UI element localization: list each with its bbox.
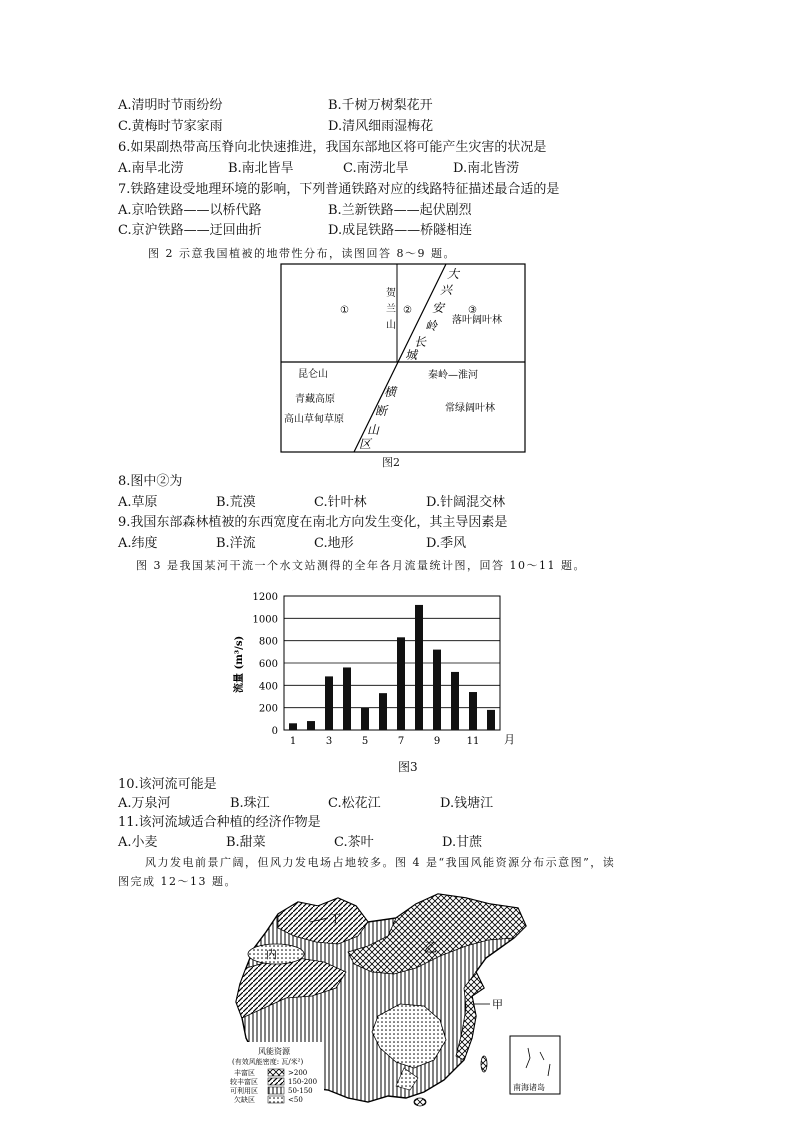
q11-option-a: A.小麦 xyxy=(118,835,158,850)
q10-option-a: A.万泉河 xyxy=(118,796,171,811)
south-china-sea-label: 南海诸岛 xyxy=(513,1083,545,1092)
q10-stem: 10.该河流可能是 xyxy=(118,777,217,792)
bar-month-11 xyxy=(469,692,477,730)
daxing-char-6: 城 xyxy=(405,348,418,362)
y-tick-label: 600 xyxy=(258,659,278,670)
bar-month-2 xyxy=(307,721,315,730)
q9-option-d: D.季风 xyxy=(426,536,467,551)
q7-option-b: B.兰新铁路——起伏剧烈 xyxy=(328,203,472,218)
q5-option-c: C.黄梅时节家家雨 xyxy=(118,119,223,134)
legend-subtitle: (有效风能密度: 瓦/米²) xyxy=(232,1058,304,1066)
bar-month-7 xyxy=(397,637,405,730)
bar-month-3 xyxy=(325,676,333,730)
bar-month-4 xyxy=(343,667,351,730)
helan-char-2: 兰 xyxy=(386,304,396,315)
q6-option-d: D.南北皆涝 xyxy=(453,161,520,176)
qingzang-label: 青藏高原 xyxy=(295,394,335,405)
x-tick-label: 7 xyxy=(397,736,405,747)
y-tick-label: 0 xyxy=(271,726,278,737)
q11-stem: 11.该河流域适合种植的经济作物是 xyxy=(118,815,321,830)
q7-option-c: C.京沪铁路——迂回曲折 xyxy=(118,223,262,238)
q6-option-c: C.南涝北旱 xyxy=(343,161,409,176)
q11-option-d: D.甘蔗 xyxy=(442,835,483,850)
map-label-nei: 内 xyxy=(266,948,277,961)
x-tick-label: 5 xyxy=(361,736,369,747)
q10-option-b: B.珠江 xyxy=(230,796,270,811)
q6-option-b: B.南北皆旱 xyxy=(228,161,294,176)
x-tick-label: 3 xyxy=(325,736,333,747)
daxing-char-5: 长 xyxy=(414,335,427,349)
q8-stem: 8.图中②为 xyxy=(118,474,183,489)
bar-month-12 xyxy=(487,710,495,730)
q7-option-d: D.成昆铁路——桥隧相连 xyxy=(328,223,473,238)
q6-option-a: A.南旱北涝 xyxy=(118,161,184,176)
q8-option-a: A.草原 xyxy=(118,495,158,510)
legend-row-3-range: 50-150 xyxy=(288,1087,313,1095)
vegetation-zone-diagram xyxy=(270,260,532,455)
legend-row-1-name: 丰富区 xyxy=(234,1069,255,1077)
map-label-ding: 丁 xyxy=(330,912,341,925)
q9-option-b: B.洋流 xyxy=(216,536,256,551)
map-label-yi: 乙 xyxy=(424,941,438,956)
q10-option-c: C.松花江 xyxy=(328,796,381,811)
bar-month-6 xyxy=(379,693,387,730)
q9-stem: 9.我国东部森林植被的东西宽度在南北方向发生变化，其主导因素是 xyxy=(118,515,508,530)
helan-char-3: 山 xyxy=(386,320,396,331)
y-tick-label: 1000 xyxy=(252,614,278,626)
q9-option-c: C.地形 xyxy=(314,536,354,551)
bar-month-5 xyxy=(361,708,369,730)
bar-month-1 xyxy=(289,723,297,730)
legend-row-1-range: >200 xyxy=(288,1069,308,1077)
x-tick-label: 11 xyxy=(466,736,480,747)
x-tick-label: 9 xyxy=(433,736,441,747)
q6-stem: 6.如果副热带高压脊向北快速推进，我国东部地区将可能产生灾害的状况是 xyxy=(118,140,547,155)
q8-option-c: C.针叶林 xyxy=(314,495,367,510)
q5-option-a: A.清明时节雨纷纷 xyxy=(118,98,223,113)
y-tick-label: 200 xyxy=(258,703,278,715)
helan-char-1: 贺 xyxy=(386,288,396,299)
legend-title: 风能资源 xyxy=(258,1047,290,1056)
zone-3-label: ③ xyxy=(468,305,477,316)
legend-row-2-range: 150-200 xyxy=(288,1078,318,1086)
fig2-intro: 图 2 示意我国植被的地带性分布，读图回答 8～9 题。 xyxy=(148,247,456,260)
hengduan-char-3: 山 xyxy=(367,423,380,437)
evergreen-forest-label: 常绿阔叶林 xyxy=(445,403,495,414)
legend-row-4-range: <50 xyxy=(288,1096,303,1104)
deciduous-forest-label: 落叶阔叶林 xyxy=(452,315,502,326)
bar-month-9 xyxy=(433,650,441,730)
q10-option-d: D.钱塘江 xyxy=(440,796,494,811)
wind-resource-map xyxy=(228,892,568,1114)
kunlun-label: 昆仑山 xyxy=(298,369,328,380)
q5-option-b: B.千树万树梨花开 xyxy=(328,98,433,113)
bar-month-10 xyxy=(451,672,459,730)
q11-option-c: C.茶叶 xyxy=(334,835,374,850)
map-legend xyxy=(228,1042,324,1112)
alpine-meadow-label: 高山草甸草原 xyxy=(284,414,344,425)
q7-stem: 7.铁路建设受地理环境的影响，下列普通铁路对应的线路特征描述最合适的是 xyxy=(118,182,560,197)
q7-option-a: A.京哈铁路——以桥代路 xyxy=(118,203,262,218)
daxing-char-3: 安 xyxy=(432,301,445,315)
fig3-caption: 图3 xyxy=(398,760,418,774)
q8-option-b: B.荒漠 xyxy=(216,495,256,510)
fig2-caption: 图2 xyxy=(382,456,400,469)
q9-option-a: A.纬度 xyxy=(118,536,158,551)
monthly-flow-chart xyxy=(228,578,528,750)
bar-month-8 xyxy=(415,605,423,730)
map-label-jia: 甲 xyxy=(492,998,503,1011)
q11-option-b: B.甜菜 xyxy=(226,835,266,850)
qinling-huaihe-label: 秦岭—淮河 xyxy=(428,370,478,381)
hengduan-char-1: 横 xyxy=(384,385,397,399)
hengduan-char-2: 断 xyxy=(375,404,388,418)
y-axis-label: 流量 (m³/s) xyxy=(234,635,245,693)
x-axis-label: 月 xyxy=(504,733,515,746)
zone-1-label: ① xyxy=(340,305,349,316)
legend-row-3-name: 可利用区 xyxy=(230,1087,258,1095)
daxing-char-2: 兴 xyxy=(440,283,453,297)
q8-option-d: D.针阔混交林 xyxy=(426,495,506,510)
fig3-intro: 图 3 是我国某河干流一个水文站测得的全年各月流量统计图，回答 10～11 题。 xyxy=(136,559,586,572)
daxing-char-4: 岭 xyxy=(425,319,438,333)
q5-option-d: D.清风细雨湿梅花 xyxy=(328,119,434,134)
legend-row-4-name: 欠缺区 xyxy=(234,1096,255,1104)
fig4-intro-line2: 图完成 12～13 题。 xyxy=(118,875,237,888)
hengduan-char-4: 区 xyxy=(359,437,372,451)
zone-2-label: ② xyxy=(403,305,412,316)
fig4-intro-line1: 风力发电前景广阔，但风力发电场占地较多。图 4 是“我国风能资源分布示意图”，读 xyxy=(145,856,616,869)
legend-row-2-name: 较丰富区 xyxy=(230,1078,258,1086)
x-tick-label: 1 xyxy=(289,736,297,747)
y-tick-label: 1200 xyxy=(252,592,278,603)
y-tick-label: 800 xyxy=(258,636,278,648)
daxing-char-1: 大 xyxy=(447,267,460,281)
y-tick-label: 400 xyxy=(258,681,278,693)
